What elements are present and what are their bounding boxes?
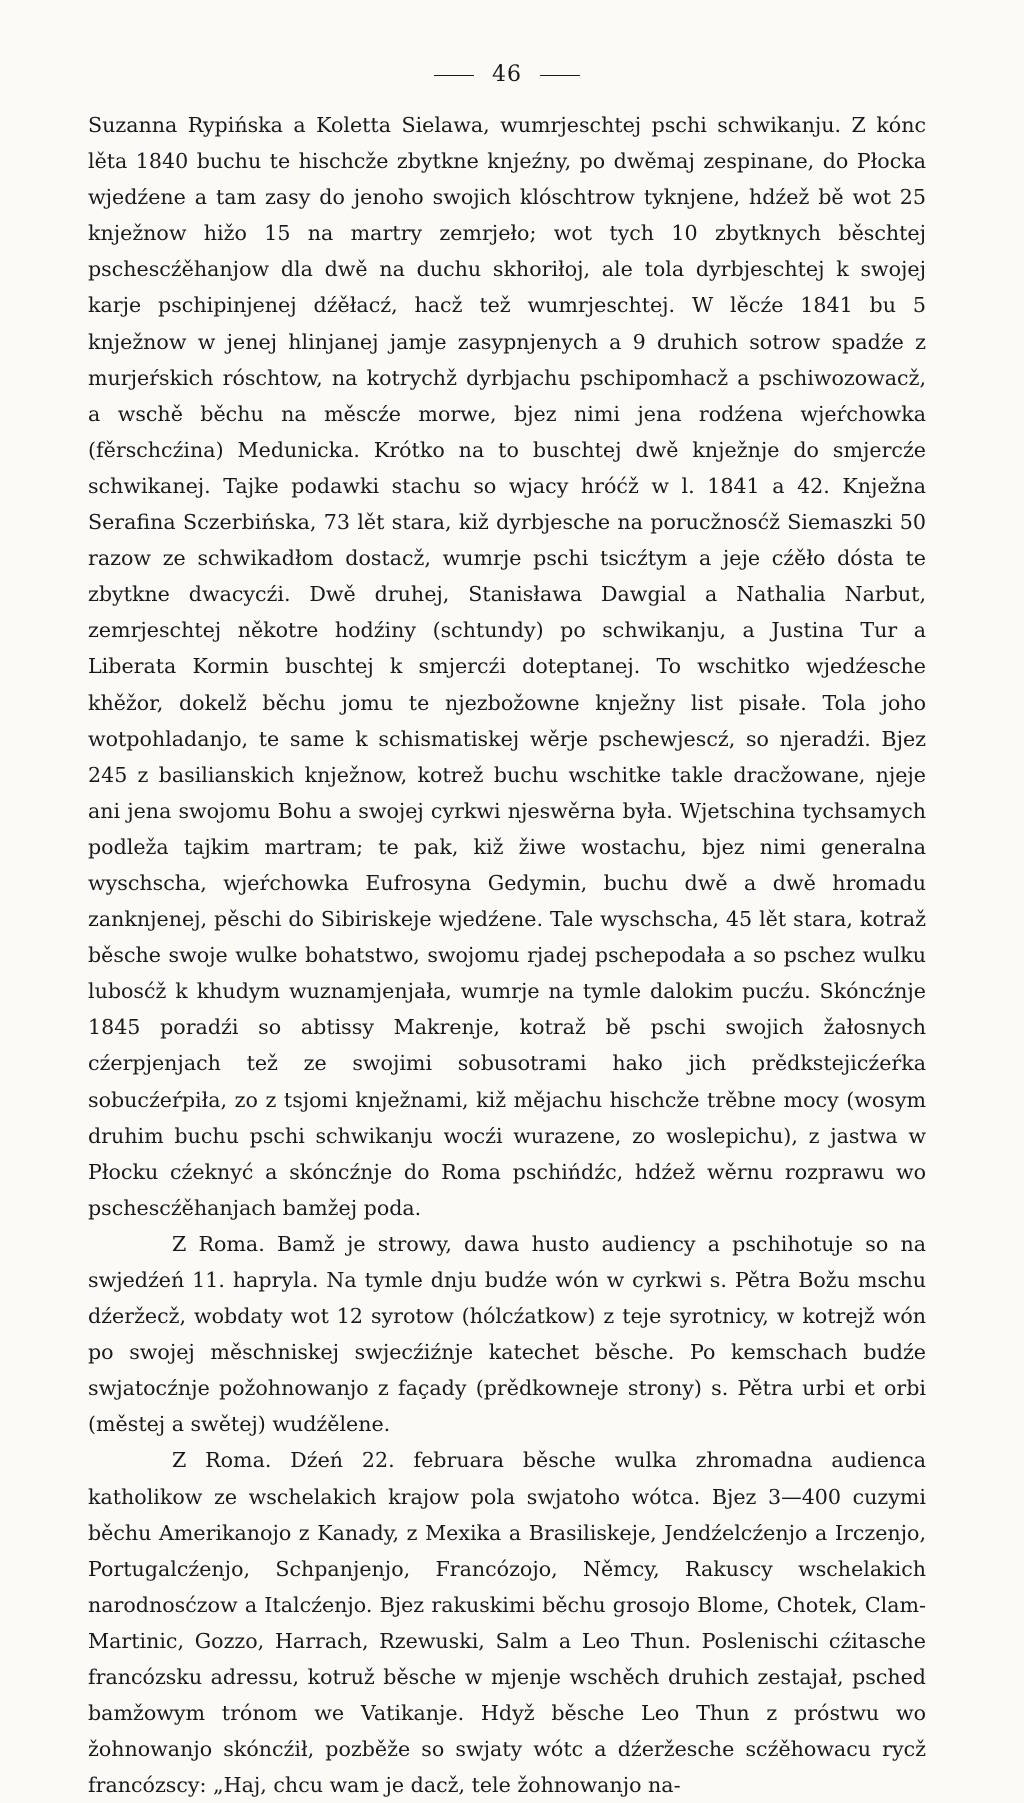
body-text [88,107,926,1803]
paragraph-2: Z Roma. Bamž je strowy, dawa husto audiency a pschihotuje so na swjedźeń 11. hapryla. Na tymle dnju budźe wón w cyrkwi s. Pětra Božu mschu dźeržecž, wobdaty wot 12 syrotow (hólcźatkow) z teje syrotnicy, w kotrejž wón po swojej měschniskej swjecźiźnje katechet běsche. Po kemschach budźe swjatocźnje požohnowanjo z façady (prědkowneje strony) s. Pětra urbi et orbi (městej a swětej) wudźělene. [88,1231,926,1437]
page-header [88,62,926,87]
header-dash-left [434,75,474,76]
paragraph-3: Z Roma. Dźeń 22. februara běsche wulka zhromadna audienca katholikow ze wschelakich krajow pola swjatoho wótca. Bjez 3—400 cuzymi běchu Amerikanojo z Kanady, z Mexika a Brasiliskeje, Jendźelcźenjo a Irczenjo, Portugalcźenjo, Schpanjenjo, Francózojo, Němcy, Rakuscy wschelakich narodnosćzow a Italcźenjo. Bjez rakuskimi běchu grosojo Blome, Chotek, Clam-Martinic, Gozzo, Harrach, Rzewuski, Salm a Leo Thun. Poslenischi cźitasche francózsku adressu, kotruž běsche w mjenje wschěch druhich zestajał, psched bamžowym trónom we Vatikanje. Hdyž běsche Leo Thun z próstwu wo žohnowanjo skóncźił, pozběže so swjaty wótc a dźeržesche scźěhowacu rycž francózscy: „Haj, chcu wam je dacž, tele žohnowanjo na- [88,1448,926,1798]
page-number: 46 [492,62,522,87]
header-dash-right [540,75,580,76]
paragraph-1: Suzanna Rypińska a Koletta Sielawa, wumrjeschtej pschi schwikanju. Z kónc lěta 1840 buchu te hischcže zbytkne knjeźny, po dwěmaj zespinane, do Płocka wjedźene a tam zasy do jenoho swojich klóschtrow tyknjene, hdźež bě wot 25 knježnow hižo 15 na martry zemrjeło; wot tych 10 zbytknych běschtej pschescźěhanjow dla dwě na duchu skhoriłoj, ale tola dyrbjeschtej k swojej karje pschipinjenej dźěłacź, hacž tež wumrjeschtej. W lěcźe 1841 bu 5 knježnow w jenej hlinjanej jamje zasypnjenych a 9 druhich sotrow spadźe z murjeŕskich róschtow, na kotrychž dyrbjachu pschipomhacž a pschiwozowacž, a wschě běchu na měscźe morwe, bjez nimi jena rodźena wjeŕchowka (fěrschcźina) Medunicka. Krótko na to buschtej dwě knježnje do smjercźe schwikanej. Tajke podawki stachu so wjacy hróćž w l. 1841 a 42. Knježna Serafina Sczerbińska, 73 lět stara, kiž dyrbjesche na porucžnosćž Siemaszki 50 razow ze schwikadłom dostacž, wumrje pschi tsicźtym a jeje cźěło dósta te zbytkne dwacycźi. Dwě druhej, Stanisława Dawgial a Nathalia Narbut, zemrjeschtej někotre hodźiny (schtundy) po schwikanju, a Justina Tur a Liberata Kormin buschtej k smjercźi doteptanej. To wschitko wjedźesche khěžor, dokelž běchu jomu te njezbožowne knježny list pisałe. Tola joho wotpohladanjo, te same k schismatiskej wěrje pschewjescź, so njeradźi. Bjez 245 z basilianskich knježnow, kotrež buchu wschitke takle dracžowane, njeje ani jena swojomu Bohu a swojej cyrkwi njeswěrna była. Wjetschina tychsamych podleža tajkim martram; te pak, kiž žiwe wostachu, bjez nimi generalna wyschscha, wjeŕchowka Eufrosyna Gedymin, buchu dwě a dwě hromadu zanknjenej, pěschi do Sibiriskeje wjedźene. Tale wyschscha, 45 lět stara, kotraž běsche swoje wulke bohatstwo, swojomu rjadej pschepodała a so pschez wulku lubosćž k khudym wuznamjenjała, wumrje na tymle dalokim pucźu. Skóncźnje 1845 poradźi so abtissy Makrenje, kotraž bě pschi swojich žałosnych cźerpjenjach tež ze swojimi sobusotrami hako jich prědkstejicźeŕka sobucźeŕpiła, zo z tsjomi knježnami, kiž mějachu hischcže trěbne mocy (wosym druhim buchu pschi schwikanju wocźi wurazene, zo woslepichu), z jastwa w Płocku cźeknyć a skóncźnje do Roma pschińdźc, hdźež wěrnu rozprawu wo pschescźěhanjach bamžej poda. [88,113,926,1220]
